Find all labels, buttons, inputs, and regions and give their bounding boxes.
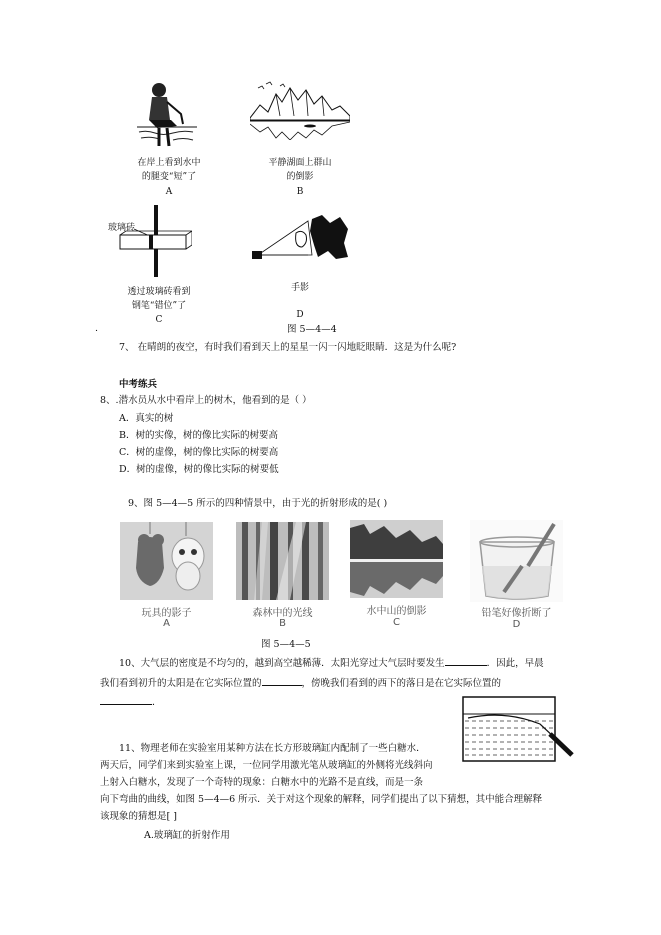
question-8-option-a: A．真实的树 bbox=[119, 413, 174, 424]
figure-5-4-6-tank bbox=[460, 694, 575, 764]
figure-b-caption: 平静湖面上群山 的倒影 bbox=[268, 158, 332, 182]
figure-a-letter: A bbox=[165, 187, 173, 197]
photo-b-caption: 森林中的光线 bbox=[252, 608, 313, 619]
q10-blank-1[interactable] bbox=[445, 655, 487, 666]
q10-text-2b: ，傍晚我们看到的西下的落日是在它实际位置的 bbox=[301, 678, 502, 689]
stray-dot: . bbox=[95, 323, 99, 334]
photo-b-forest bbox=[236, 522, 329, 600]
toy-image bbox=[120, 522, 213, 600]
photo-d-letter: D bbox=[512, 619, 521, 630]
figure-5-4-4-number: 图 5—4—4 bbox=[287, 324, 337, 335]
q10-text-3: ． bbox=[152, 697, 162, 708]
figure-5-4-5-number: 图 5—4—5 bbox=[261, 639, 311, 650]
photo-c-reflection bbox=[350, 520, 443, 598]
photo-b-letter: B bbox=[279, 618, 286, 629]
figure-c-caption: 透过玻璃砖看到 钢笔“错位”了 bbox=[127, 287, 191, 311]
figure-a-caption: 在岸上看到水中 的腿变“短”了 bbox=[137, 158, 201, 182]
q10-text-2a: 我们看到初升的太阳是在它实际位置的 bbox=[100, 678, 262, 689]
question-7: 7、 在晴朗的夜空，有时我们看到天上的星星一闪一闪地眨眼睛．这是为什么呢? bbox=[119, 342, 457, 353]
question-10-line-3 bbox=[100, 694, 162, 710]
photo-d-pencil-glass bbox=[470, 520, 563, 602]
photo-c-letter: C bbox=[393, 617, 400, 628]
question-10-line-2 bbox=[100, 675, 501, 691]
question-8-option-b: B．树的实像，树的像比实际的树要高 bbox=[119, 430, 278, 441]
section-title: 中考练兵 bbox=[119, 379, 158, 390]
photo-d-caption: 铅笔好像折断了 bbox=[481, 608, 552, 619]
question-11-option-a: A.玻璃缸的折射作用 bbox=[144, 830, 230, 841]
figure-c-label: 玻璃砖 bbox=[108, 223, 136, 233]
reflection-image bbox=[350, 520, 443, 598]
question-8-stem: 8、.潜水员从水中看岸上的树木，他看到的是（ ） bbox=[100, 395, 312, 406]
photo-c-caption: 水中山的倒影 bbox=[366, 606, 427, 617]
question-11-line-2: 两天后，同学们来到实验室上课，一位同学用激光笔从玻璃缸的外侧将光线斜向 bbox=[100, 760, 433, 771]
question-11-line-4: 向下弯曲的曲线，如图 5—4—6 所示．关于对这个现象的解释，同学们提出了以下猜想，其中能合理解释 bbox=[100, 794, 543, 805]
q10-blank-2[interactable] bbox=[262, 675, 302, 686]
figure-b-letter: B bbox=[296, 187, 304, 197]
q10-text-1b: ．因此，早晨 bbox=[486, 658, 544, 669]
figure-d-letter: D bbox=[296, 310, 304, 320]
photo-a-caption: 玩具的影子 bbox=[141, 608, 192, 619]
figure-c-letter: C bbox=[155, 315, 163, 325]
question-8-option-c: C．树的虚像，树的像比实际的树要高 bbox=[119, 447, 279, 458]
question-10-line-1 bbox=[119, 655, 544, 671]
pencil-glass-image bbox=[470, 520, 563, 602]
question-8-option-d: D．树的虚像，树的像比实际的树要低 bbox=[119, 464, 279, 475]
question-9: 9、图 5—4—5 所示的四种情景中，由于光的折射形成的是( ) bbox=[128, 498, 388, 509]
q10-blank-3[interactable] bbox=[100, 694, 152, 705]
forest-image bbox=[236, 522, 329, 600]
question-11-line-5: 该现象的猜想是[ ] bbox=[100, 811, 177, 822]
question-11-line-1: 11、物理老师在实验室用某种方法在长方形玻璃缸内配制了一些白糖水． bbox=[119, 743, 426, 754]
photo-a-letter: A bbox=[163, 618, 170, 629]
q10-text-1a: 10、大气层的密度是不均匀的，越到高空越稀薄．太阳光穿过大气层时要发生 bbox=[119, 658, 445, 669]
figure-d-caption: 手影 bbox=[290, 283, 309, 293]
photo-a-toy-shadow bbox=[120, 522, 213, 600]
question-11-line-3: 上射入白糖水，发现了一个奇特的现象：白糖水中的光路不是直线，而是一条 bbox=[100, 777, 424, 788]
